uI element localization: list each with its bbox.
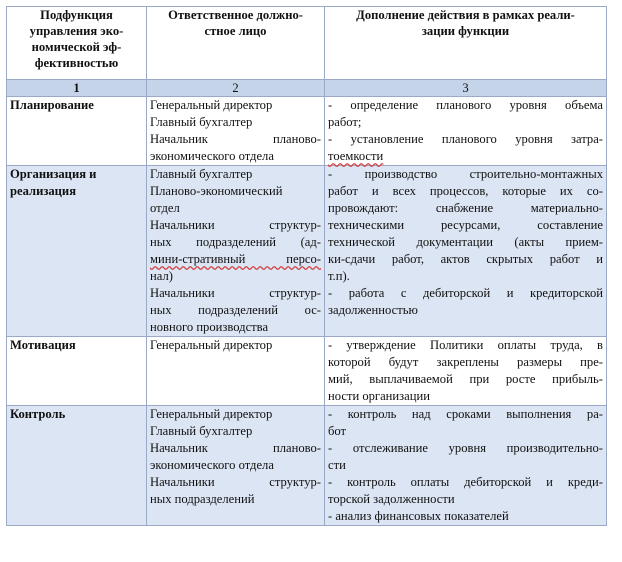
column-number-1: 1 [7, 80, 147, 97]
header-subfunction: Подфункция управления эко- номической эф- фективностью [7, 7, 147, 80]
economic-efficiency-table [6, 6, 607, 526]
responsible-cell: Генеральный директор Главный бухгалтер Начальник планово- экономического отдела [147, 97, 325, 166]
column-number-2: 2 [147, 80, 325, 97]
column-number-row [7, 80, 607, 97]
header-row [7, 7, 607, 80]
function-cell: Мотивация [7, 337, 147, 406]
responsible-cell: Генеральный директор [147, 337, 325, 406]
function-cell: Планирование [7, 97, 147, 166]
header-responsible-person: Ответственное должно- стное лицо [147, 7, 325, 80]
responsible-cell: Главный бухгалтер Планово-экономический отдел Начальники структур- ных подразделений (ад- мини-стративный персо- нал) Начальники структур- ных подразделений ос- новного производства [147, 166, 325, 337]
actions-cell: - определение планового уровня объема работ; - установление планового уровня затра- тоемкости [325, 97, 607, 166]
actions-cell: - контроль над сроками выполнения ра- бот - отслеживание уровня производительно- сти - контроль оплаты дебиторской и креди- торской задолженности - анализ финансовых показателей [325, 406, 607, 526]
table-row-control [7, 406, 607, 526]
header-action-addition: Дополнение действия в рамках реали- зации функции [325, 7, 607, 80]
function-cell: Организация и реализация [7, 166, 147, 337]
function-cell: Контроль [7, 406, 147, 526]
responsible-cell: Генеральный директор Главный бухгалтер Начальник планово- экономического отдела Начальники структур- ных подразделений [147, 406, 325, 526]
table-row-motivation [7, 337, 607, 406]
table-row-organization [7, 166, 607, 337]
table-row-planning [7, 97, 607, 166]
actions-cell: - производство строительно-монтажных работ и всех процессов, которые их со- провождают: снабжение материально- техническими ресурсами, составление технической документации (акты прием- ки-сдачи работ, актов скрытых работ и т.п). - работа с дебиторской и кредиторской задолженностью [325, 166, 607, 337]
column-number-3: 3 [325, 80, 607, 97]
actions-cell: - утверждение Политики оплаты труда, в которой будут закреплены размеры пре- мий, выплачиваемой при росте прибыль- ности организации [325, 337, 607, 406]
